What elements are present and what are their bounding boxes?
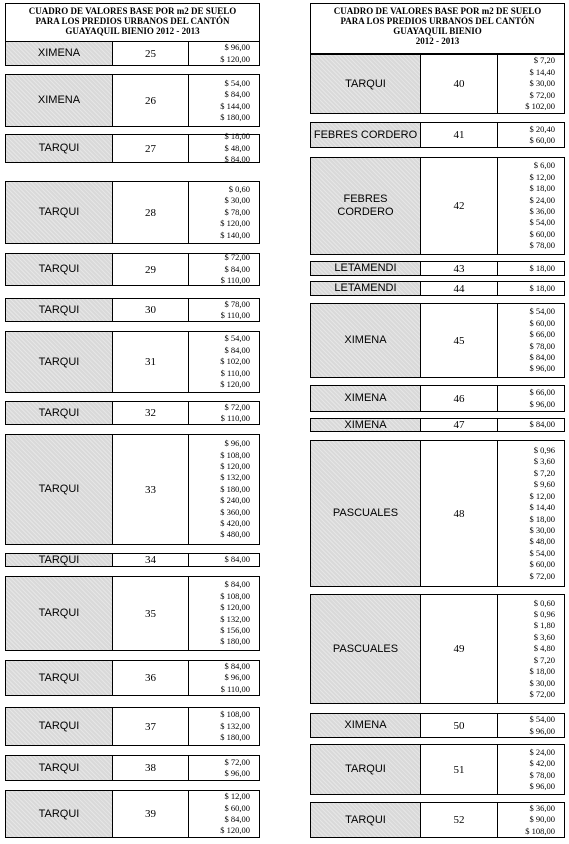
sector-row: [310, 385, 565, 412]
sector-values: [498, 386, 564, 411]
header-right-line2: PARA LOS PREDIOS URBANOS DEL CANTÓN: [340, 16, 535, 26]
value-per-m2: $ 54,00: [224, 333, 250, 344]
zone-name: LETAMENDI: [311, 282, 421, 295]
value-per-m2: $ 60,00: [529, 135, 555, 145]
value-per-m2: $ 84,00: [224, 89, 250, 100]
value-per-m2: $ 78,00: [529, 240, 555, 251]
value-per-m2: $ 84,00: [224, 554, 250, 565]
value-per-m2: $ 72,00: [529, 570, 555, 581]
header-right-line1: CUADRO DE VALORES BASE POR m2 DE SUELO: [333, 6, 542, 16]
sector-row: [310, 157, 565, 255]
value-per-m2: $ 0,60: [533, 597, 555, 608]
sector-values: [189, 756, 259, 780]
value-per-m2: $ 0,60: [228, 183, 250, 194]
value-per-m2: $ 96,00: [529, 780, 555, 791]
zone-name: TARQUI: [6, 402, 113, 424]
sector-row: [310, 281, 565, 296]
value-per-m2: $ 42,00: [529, 758, 555, 769]
sector-row: [5, 331, 260, 393]
sector-row: [310, 261, 565, 276]
sector-number: 48: [421, 441, 498, 586]
zone-name: PASCUALES: [311, 441, 421, 586]
value-per-m2: $ 84,00: [224, 579, 250, 590]
sector-row: [5, 298, 260, 322]
value-per-m2: $ 120,00: [220, 602, 250, 613]
zone-name: FEBRES CORDERO: [311, 123, 421, 147]
value-per-m2: $ 18,00: [529, 262, 555, 273]
sector-number: 49: [421, 595, 498, 703]
value-per-m2: $ 84,00: [529, 351, 555, 362]
value-per-m2: $ 96,00: [529, 725, 555, 736]
header-right-line4: 2012 - 2013: [415, 36, 460, 46]
value-per-m2: $ 4,80: [533, 643, 555, 654]
value-per-m2: $ 18,00: [529, 666, 555, 677]
sector-values: [189, 435, 259, 544]
zone-name: TARQUI: [6, 332, 113, 392]
value-per-m2: $ 84,00: [224, 344, 250, 355]
value-per-m2: $ 1,80: [533, 620, 555, 631]
header-left: [5, 3, 260, 42]
sector-values: [498, 262, 564, 275]
sector-number: 33: [113, 435, 189, 544]
sector-row: [310, 744, 565, 795]
value-per-m2: $ 60,00: [224, 802, 250, 813]
sector-values: [498, 714, 564, 737]
zone-name: XIMENA: [6, 42, 113, 65]
value-per-m2: $ 48,00: [529, 536, 555, 547]
zone-name: XIMENA: [6, 75, 113, 126]
value-per-m2: $ 84,00: [224, 814, 250, 824]
sector-row: [5, 74, 260, 127]
zone-name: TARQUI: [6, 299, 113, 321]
sector-number: 43: [421, 262, 498, 275]
zone-name: TARQUI: [6, 554, 113, 566]
sector-values: [189, 254, 259, 285]
value-per-m2: $ 78,00: [224, 298, 250, 309]
sector-number: 45: [421, 304, 498, 377]
value-per-m2: $ 72,00: [529, 688, 555, 699]
value-per-m2: $ 54,00: [529, 547, 555, 558]
zone-name: LETAMENDI: [311, 262, 421, 275]
zone-name: TARQUI: [6, 661, 113, 695]
value-per-m2: $ 140,00: [220, 229, 250, 240]
value-per-m2: $ 48,00: [224, 142, 250, 153]
value-per-m2: $ 60,00: [529, 317, 555, 328]
value-per-m2: $ 120,00: [220, 825, 250, 836]
sector-row: [310, 594, 565, 704]
value-per-m2: $ 18,00: [529, 513, 555, 524]
sector-values: [189, 402, 259, 424]
sector-values: [498, 745, 564, 794]
sector-number: 46: [421, 386, 498, 411]
value-per-m2: $ 96,00: [529, 398, 555, 409]
sector-values: [189, 577, 259, 650]
value-per-m2: $ 108,00: [220, 590, 250, 601]
value-per-m2: $ 180,00: [220, 483, 250, 494]
sector-row: [5, 401, 260, 425]
value-per-m2: $ 18,00: [529, 183, 555, 194]
header-left-line1: CUADRO DE VALORES BASE POR m2 DE SUELO: [28, 6, 237, 16]
sector-values: [498, 803, 564, 837]
value-per-m2: $ 54,00: [529, 217, 555, 228]
sector-number: 47: [421, 419, 498, 431]
sector-number: 28: [113, 182, 189, 243]
value-per-m2: $ 90,00: [529, 814, 555, 825]
value-per-m2: $ 144,00: [220, 100, 250, 111]
sector-values: [189, 332, 259, 392]
sector-values: [498, 595, 564, 703]
value-per-m2: $ 72,00: [224, 756, 250, 767]
value-per-m2: $ 108,00: [220, 709, 250, 720]
value-per-m2: $ 420,00: [220, 518, 250, 529]
sector-values: [498, 282, 564, 295]
value-per-m2: $ 66,00: [529, 329, 555, 340]
zone-name: TARQUI: [6, 708, 113, 745]
value-per-m2: $ 78,00: [529, 769, 555, 780]
value-per-m2: $ 0,96: [533, 609, 555, 620]
zone-name: XIMENA: [311, 714, 421, 737]
value-per-m2: $ 120,00: [220, 53, 250, 64]
sector-values: [189, 42, 259, 65]
value-per-m2: $ 156,00: [220, 624, 250, 635]
value-per-m2: $ 12,00: [224, 791, 250, 802]
sector-values: [189, 75, 259, 126]
value-per-m2: $ 3,60: [533, 631, 555, 642]
value-per-m2: $ 9,60: [533, 479, 555, 490]
value-per-m2: $ 110,00: [220, 367, 250, 378]
sector-number: 37: [113, 708, 189, 745]
value-per-m2: $ 132,00: [220, 472, 250, 483]
sector-number: 26: [113, 75, 189, 126]
sector-number: 38: [113, 756, 189, 780]
value-per-m2: $ 96,00: [224, 768, 250, 778]
sector-number: 30: [113, 299, 189, 321]
zone-name: TARQUI: [311, 55, 421, 113]
zone-name: XIMENA: [311, 304, 421, 377]
zone-name: TARQUI: [6, 435, 113, 544]
sector-number: 35: [113, 577, 189, 650]
value-per-m2: $ 24,00: [529, 746, 555, 757]
sector-number: 34: [113, 554, 189, 566]
zone-name: TARQUI: [311, 803, 421, 837]
sector-row: [5, 660, 260, 696]
value-per-m2: $ 96,00: [529, 363, 555, 374]
value-per-m2: $ 30,00: [529, 78, 555, 89]
value-per-m2: $ 110,00: [220, 683, 250, 694]
header-right: [310, 3, 565, 54]
sector-row: [5, 576, 260, 651]
sector-values: [189, 708, 259, 745]
zone-name: XIMENA: [311, 419, 421, 431]
value-per-m2: $ 180,00: [220, 732, 250, 743]
sector-values: [498, 123, 564, 147]
value-per-m2: $ 240,00: [220, 495, 250, 506]
value-per-m2: $ 108,00: [525, 825, 555, 836]
sector-values: [498, 55, 564, 113]
value-per-m2: $ 30,00: [529, 524, 555, 535]
sector-number: 36: [113, 661, 189, 695]
value-per-m2: $ 132,00: [220, 613, 250, 624]
zone-name: FEBRES CORDERO: [311, 158, 421, 254]
value-per-m2: $ 54,00: [529, 714, 555, 725]
value-per-m2: $ 54,00: [224, 77, 250, 88]
value-per-m2: $ 120,00: [220, 460, 250, 471]
zone-name: TARQUI: [6, 577, 113, 650]
value-per-m2: $ 78,00: [529, 340, 555, 351]
value-per-m2: $ 12,00: [529, 490, 555, 501]
value-per-m2: $ 36,00: [529, 802, 555, 813]
value-per-m2: $ 66,00: [529, 387, 555, 398]
sector-number: 25: [113, 42, 189, 65]
sector-number: 32: [113, 402, 189, 424]
sector-values: [498, 304, 564, 377]
sector-number: 39: [113, 791, 189, 837]
value-per-m2: $ 96,00: [224, 42, 250, 53]
value-per-m2: $ 3,60: [533, 456, 555, 467]
sector-number: 50: [421, 714, 498, 737]
zone-name: TARQUI: [6, 791, 113, 837]
sector-row: [5, 707, 260, 746]
value-per-m2: $ 360,00: [220, 506, 250, 517]
value-per-m2: $ 84,00: [224, 660, 250, 671]
value-per-m2: $ 72,00: [224, 252, 250, 263]
value-per-m2: $ 54,00: [529, 306, 555, 317]
sector-row: [5, 790, 260, 838]
sector-row: [310, 440, 565, 587]
value-per-m2: $ 18,00: [224, 131, 250, 142]
value-per-m2: $ 72,00: [224, 401, 250, 412]
value-per-m2: $ 12,00: [529, 171, 555, 182]
header-left-line3: GUAYAQUIL BIENIO 2012 - 2013: [65, 26, 200, 36]
sector-row: [5, 553, 260, 567]
value-per-m2: $ 30,00: [224, 195, 250, 206]
sector-row: [5, 434, 260, 545]
sector-number: 52: [421, 803, 498, 837]
sector-number: 42: [421, 158, 498, 254]
value-per-m2: $ 110,00: [220, 275, 250, 286]
sector-values: [189, 182, 259, 243]
sector-row: [5, 755, 260, 781]
value-per-m2: $ 180,00: [220, 636, 250, 647]
value-per-m2: $ 120,00: [220, 379, 250, 390]
value-per-m2: $ 102,00: [220, 356, 250, 367]
value-per-m2: $ 108,00: [220, 449, 250, 460]
sector-row: [310, 802, 565, 838]
value-per-m2: $ 7,20: [533, 467, 555, 478]
sector-row: [5, 253, 260, 286]
value-per-m2: $ 18,00: [529, 282, 555, 293]
sector-number: 29: [113, 254, 189, 285]
sector-number: 31: [113, 332, 189, 392]
value-per-m2: $ 84,00: [224, 263, 250, 274]
value-per-m2: $ 96,00: [224, 672, 250, 683]
sector-row: [5, 131, 260, 165]
sector-values: [189, 661, 259, 695]
sector-row: [310, 122, 565, 148]
value-per-m2: $ 60,00: [529, 228, 555, 239]
sector-number: 40: [421, 55, 498, 113]
value-per-m2: $ 110,00: [220, 413, 250, 423]
value-per-m2: $ 7,20: [533, 55, 555, 66]
value-per-m2: $ 6,00: [533, 160, 555, 171]
value-per-m2: $ 36,00: [529, 206, 555, 216]
value-per-m2: $ 480,00: [220, 529, 250, 540]
sector-values: [189, 554, 259, 566]
zone-name: PASCUALES: [311, 595, 421, 703]
value-per-m2: $ 30,00: [529, 677, 555, 688]
zone-name: TARQUI: [6, 135, 113, 162]
value-per-m2: $ 0,96: [533, 445, 555, 456]
value-per-m2: $ 60,00: [529, 559, 555, 570]
sector-row: [310, 713, 565, 738]
value-per-m2: $ 20,40: [529, 123, 555, 134]
sector-values: [189, 131, 259, 165]
value-per-m2: $ 96,00: [224, 438, 250, 449]
sector-number: 41: [421, 123, 498, 147]
sector-values: [498, 158, 564, 254]
value-per-m2: $ 7,20: [533, 654, 555, 665]
value-per-m2: $ 84,00: [529, 419, 555, 430]
value-per-m2: $ 14,40: [529, 502, 555, 513]
sector-number: 51: [421, 745, 498, 794]
value-per-m2: $ 180,00: [220, 111, 250, 122]
value-per-m2: $ 14,40: [529, 66, 555, 77]
sector-values: [498, 419, 564, 431]
zone-name: TARQUI: [6, 254, 113, 285]
sector-row: [5, 41, 260, 66]
value-per-m2: $ 78,00: [224, 206, 250, 217]
header-left-line2: PARA LOS PREDIOS URBANOS DEL CANTÓN: [35, 16, 230, 26]
zone-name: TARQUI: [311, 745, 421, 794]
sector-row: [5, 181, 260, 244]
sector-row: [310, 418, 565, 432]
sector-row: [310, 54, 565, 114]
sector-number: 44: [421, 282, 498, 295]
value-per-m2: $ 132,00: [220, 720, 250, 731]
value-per-m2: $ 110,00: [220, 310, 250, 320]
sector-values: [189, 299, 259, 321]
zone-name: XIMENA: [311, 386, 421, 411]
sector-row: [310, 303, 565, 378]
value-per-m2: $ 24,00: [529, 194, 555, 205]
sector-values: [189, 791, 259, 837]
header-right-line3: GUAYAQUIL BIENIO: [393, 26, 482, 36]
sector-values: [498, 441, 564, 586]
value-per-m2: $ 120,00: [220, 218, 250, 229]
zone-name: TARQUI: [6, 756, 113, 780]
sector-number: 27: [113, 135, 189, 162]
value-per-m2: $ 102,00: [525, 101, 555, 112]
zone-name: TARQUI: [6, 182, 113, 243]
value-per-m2: $ 72,00: [529, 89, 555, 100]
value-per-m2: $ 84,00: [224, 154, 250, 165]
